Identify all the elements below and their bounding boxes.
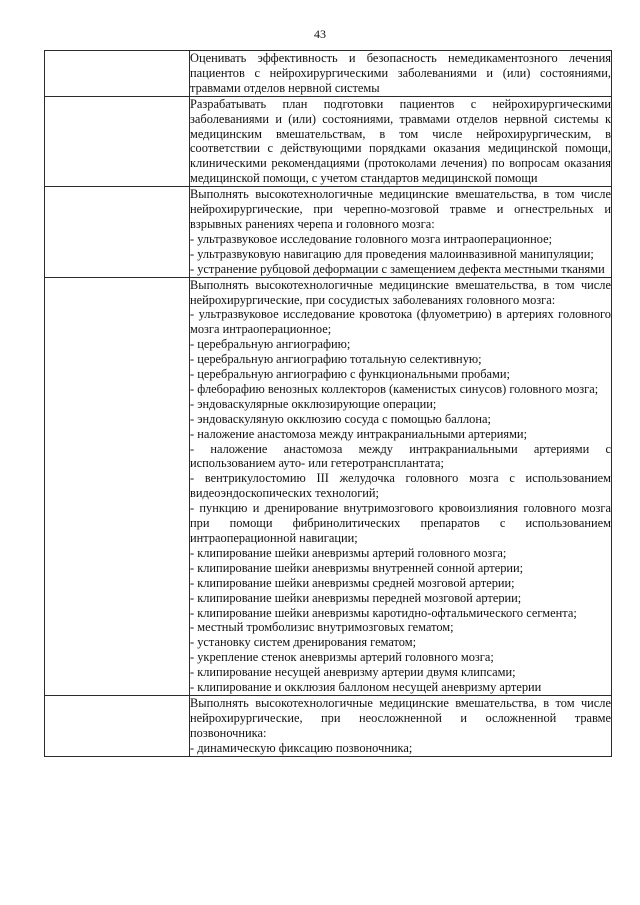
list-item: - эндоваскулярные окклюзирующие операции; [190,396,437,411]
empty-left-cell [45,96,190,186]
table-row [45,187,612,277]
list-item: - клипирование шейки аневризмы каротидно-офтальмического сегмента; [190,605,577,620]
empty-left-cell [45,277,190,695]
list-item: - динамическую фиксацию позвоночника; [190,740,413,755]
table-row [45,51,612,97]
table-cell [190,187,612,277]
table-row [45,695,612,756]
list-item: - клипирование и окклюзия баллоном несущей аневризму артерии [190,680,542,695]
empty-left-cell [45,187,190,277]
list-item: - клипирование шейки аневризмы средней мозговой артерии; [190,575,515,590]
list-item: - церебральную ангиографию тотальную селективную; [190,352,482,367]
cell-paragraph: Выполнять высокотехнологичные медицинские вмешательства, в том числе нейрохирургические, при неосложненной и осложненной травме позвоночника: [190,695,611,740]
list-item: - вентрикулостомию III желудочка головного мозга с использованием видеоэндоскопических технологий; [190,471,611,501]
empty-left-cell [45,695,190,756]
list-item: - наложение анастомоза между интракраниальными артериями; [190,426,528,441]
table-cell [190,277,612,695]
list-item: - церебральную ангиографию с функциональными пробами; [190,367,510,382]
table-row [45,277,612,695]
list-item: - установку систем дренирования гематом; [190,635,417,650]
list-item: - клипирование несущей аневризму артерии двумя клипсами; [190,665,516,680]
list-item: - ультразвуковое исследование кровотока (флуометрию) в артериях головного мозга интраоперационное; [190,307,611,337]
list-item: - церебральную ангиографию; [190,337,351,352]
list-item: - местный тромболизис внутримозговых гематом; [190,620,454,635]
cell-paragraph: Оценивать эффективность и безопасность немедикаментозного лечения пациентов с нейрохирургическими заболеваниями и (или) состояниями, травмами отделов нервной системы [190,51,611,95]
list-item: - эндоваскуляную окклюзию сосуда с помощью баллона; [190,411,491,426]
list-item: - укрепление стенок аневризмы артерий головного мозга; [190,650,494,665]
list-item: - ультразвуковое исследование головного мозга интраоперационное; [190,231,553,246]
table-cell [190,96,612,186]
list-item: - клипирование шейки аневризмы артерий головного мозга; [190,545,507,560]
cell-paragraph: Выполнять высокотехнологичные медицинские вмешательства, в том числе нейрохирургические, при сосудистых заболеваниях головного мозга: [190,277,611,307]
empty-left-cell [45,51,190,97]
list-item: - клипирование шейки аневризмы внутренней сонной артерии; [190,560,524,575]
table-row [45,96,612,186]
list-item: - устранение рубцовой деформации с замещением дефекта местными тканями [190,261,605,276]
competency-table [44,50,612,757]
list-item: - ультразвуковую навигацию для проведения малоинвазивной манипуляции; [190,246,594,261]
page-number: 43 [314,27,326,41]
list-item: - пункцию и дренирование внутримозгового кровоизлияния головного мозга при помощи фибринолитических препаратов с использованием интраоперационной навигации; [190,501,611,545]
table-cell [190,51,612,97]
list-item: - клипирование шейки аневризмы передней мозговой артерии; [190,590,522,605]
cell-paragraph: Выполнять высокотехнологичные медицинские вмешательства, в том числе нейрохирургические, при черепно-мозговой травме и огнестрельных и взрывных ранениях черепа и головного мозга: [190,187,611,231]
cell-paragraph: Разрабатывать план подготовки пациентов с нейрохирургическими заболеваниями и (или) состояниями, травмами отделов нервной системы к медицинским вмешательствам, в том числе нейрохирургическим, в соответствии с действующими порядками оказания медицинской помощи, клиническими рекомендациями (протоколами лечения) по вопросам оказания медицинской помощи, с учетом стандартов медицинской помощи [190,96,611,186]
table-cell [190,695,612,756]
list-item: - флеборафию венозных коллекторов (каменистых синусов) головного мозга; [190,381,599,396]
list-item: - наложение анастомоза между интракраниальными артериями с использованием ауто- или гетеротрансплантата; [190,441,611,471]
